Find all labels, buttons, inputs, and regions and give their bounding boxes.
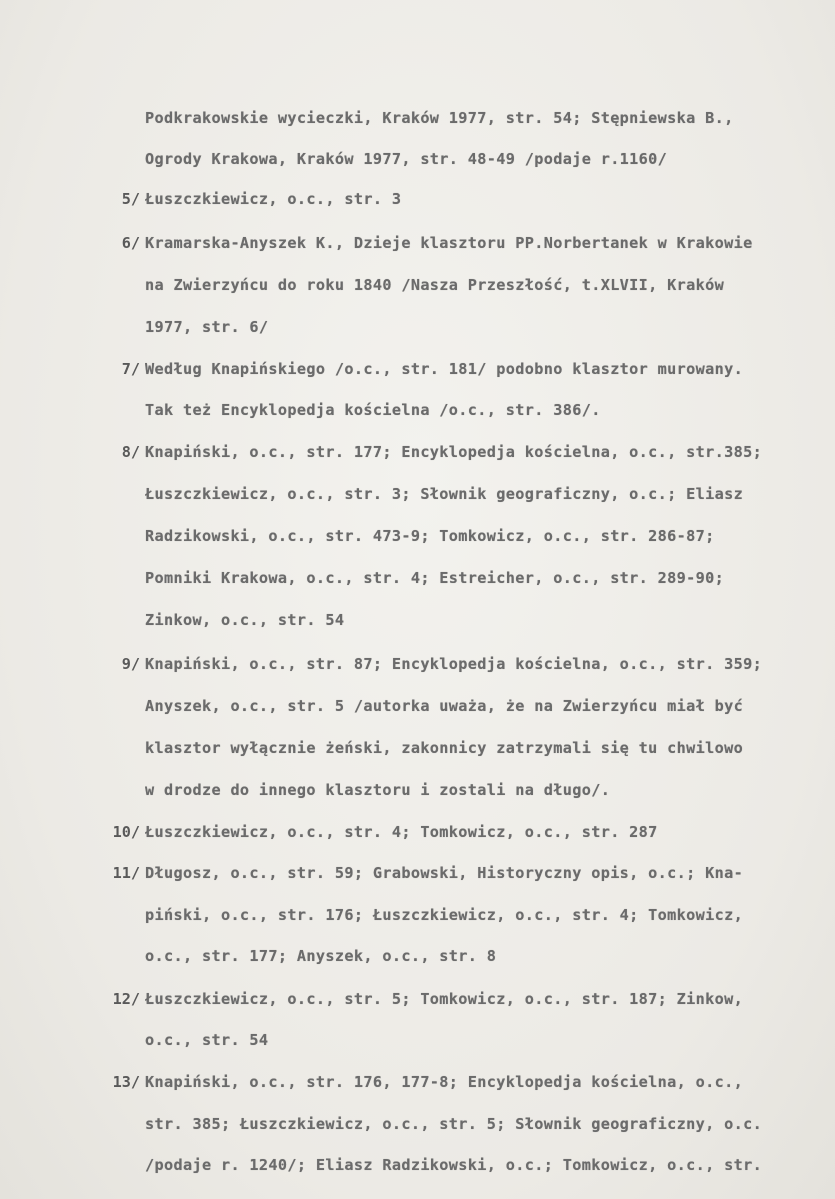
footnote-number: 11/ <box>112 864 140 882</box>
footnote-number: 12/ <box>112 990 140 1008</box>
footnote-number: 13/ <box>112 1073 140 1091</box>
note-line: Łuszczkiewicz, o.c., str. 3; Słownik geograficzny, o.c.; Eliasz <box>145 485 744 503</box>
note-line: Zinkow, o.c., str. 54 <box>145 611 345 629</box>
note-line: piński, o.c., str. 176; Łuszczkiewicz, o.c., str. 4; Tomkowicz, <box>145 906 744 924</box>
footnote-number: 5/ <box>121 190 140 208</box>
note-line: w drodze do innego klasztoru i zostali na długo/. <box>145 781 611 799</box>
note-line: Podkrakowskie wycieczki, Kraków 1977, str. 54; Stępniewska B., <box>145 109 734 127</box>
note-line: Knapiński, o.c., str. 176, 177-8; Encyklopedja kościelna, o.c., <box>145 1073 744 1091</box>
note-line: Tak też Encyklopedja kościelna /o.c., str. 386/. <box>145 401 601 419</box>
note-line: str. 385; Łuszczkiewicz, o.c., str. 5; Słownik geograficzny, o.c. <box>145 1115 763 1133</box>
note-line: Knapiński, o.c., str. 87; Encyklopedja kościelna, o.c., str. 359; <box>145 655 763 673</box>
note-line: Pomniki Krakowa, o.c., str. 4; Estreicher, o.c., str. 289-90; <box>145 569 725 587</box>
note-line: Łuszczkiewicz, o.c., str. 5; Tomkowicz, o.c., str. 187; Zinkow, <box>145 990 744 1008</box>
note-line: klasztor wyłącznie żeński, zakonnicy zatrzymali się tu chwilowo <box>145 739 744 757</box>
footnote-number: 9/ <box>121 655 140 673</box>
note-line: Według Knapińskiego /o.c., str. 181/ podobno klasztor murowany. <box>145 360 744 378</box>
footnote-number: 7/ <box>121 360 140 378</box>
note-line: o.c., str. 177; Anyszek, o.c., str. 8 <box>145 947 497 965</box>
note-line: Łuszczkiewicz, o.c., str. 4; Tomkowicz, o.c., str. 287 <box>145 823 658 841</box>
footnote-number: 10/ <box>112 823 140 841</box>
note-line: Knapiński, o.c., str. 177; Encyklopedja kościelna, o.c., str.385; <box>145 443 763 461</box>
note-line: na Zwierzyńcu do roku 1840 /Nasza Przeszłość, t.XLVII, Kraków <box>145 276 725 294</box>
note-line: Ogrody Krakowa, Kraków 1977, str. 48-49 /podaje r.1160/ <box>145 150 668 168</box>
note-line: /podaje r. 1240/; Eliasz Radzikowski, o.c.; Tomkowicz, o.c., str. <box>145 1156 763 1174</box>
footnote-number: 8/ <box>121 443 140 461</box>
note-line: 1977, str. 6/ <box>145 318 269 336</box>
note-line: o.c., str. 54 <box>145 1031 269 1049</box>
note-line: Anyszek, o.c., str. 5 /autorka uważa, że na Zwierzyńcu miał być <box>145 697 744 715</box>
note-line: Łuszczkiewicz, o.c., str. 3 <box>145 190 402 208</box>
footnote-number: 6/ <box>121 234 140 252</box>
note-line: Kramarska-Anyszek K., Dzieje klasztoru PP.Norbertanek w Krakowie <box>145 234 753 252</box>
note-line: Radzikowski, o.c., str. 473-9; Tomkowicz, o.c., str. 286-87; <box>145 527 715 545</box>
note-line: Długosz, o.c., str. 59; Grabowski, Historyczny opis, o.c.; Kna- <box>145 864 744 882</box>
